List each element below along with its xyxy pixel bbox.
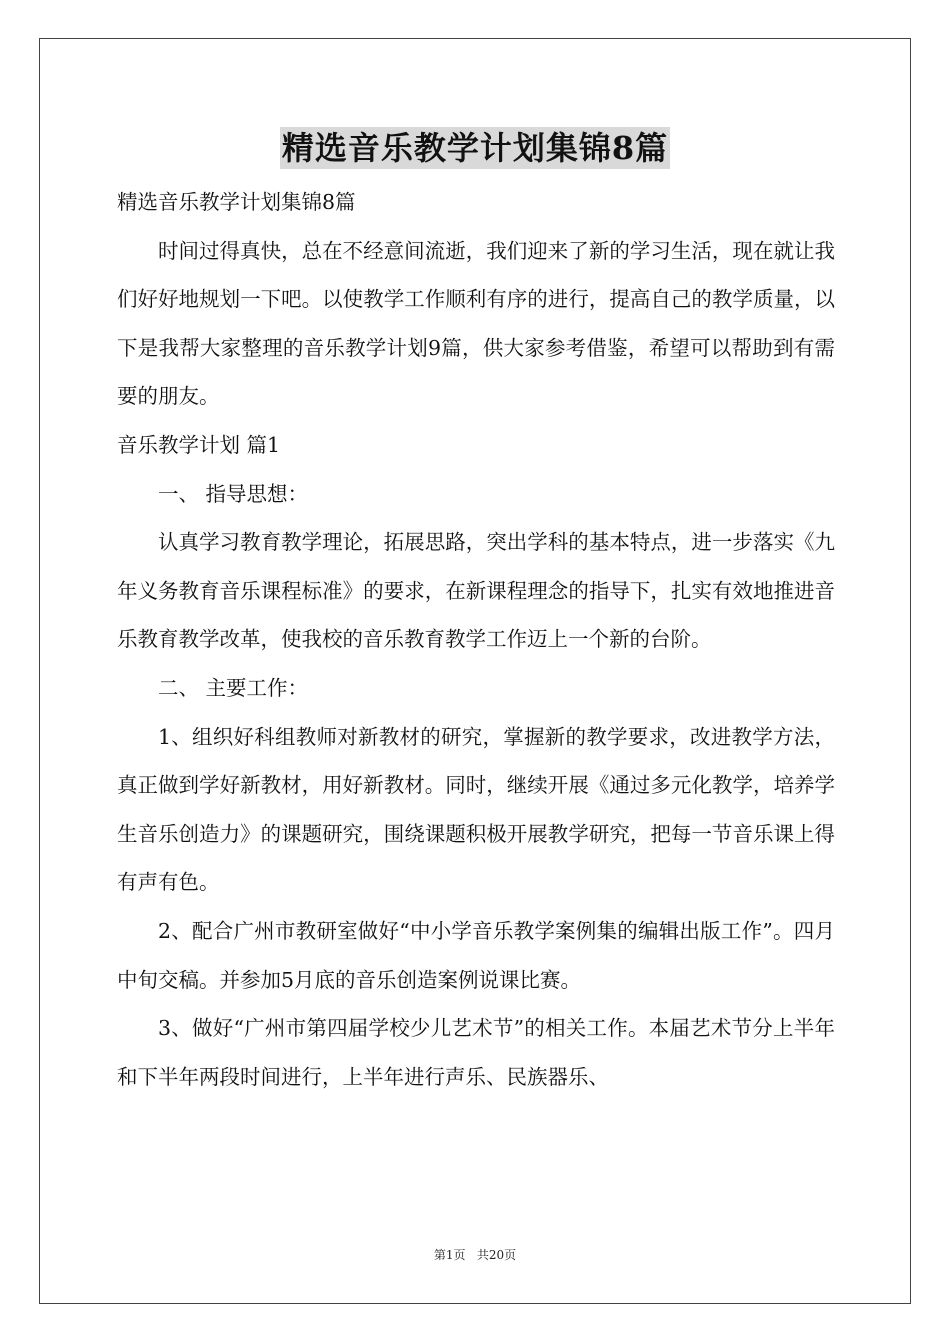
paragraph-guiding-ideas: 认真学习教育教学理论，拓展思路，突出学科的基本特点，进一步落实《九年义务教育音乐课程标准》的要求，在新课程理念的指导下，扎实有效地推进音乐教育教学改革，使我校的音乐教育教学工作迈上一个新的台阶。: [117, 530, 835, 652]
title-wrap: [0, 127, 950, 169]
paragraph-work-3: 3、做好“广州市第四届学校少儿艺术节”的相关工作。本届艺术节分上半年和下半年两段时间进行，上半年进行声乐、民族器乐、: [117, 1016, 835, 1089]
document-title: 精选音乐教学计划集锦8篇: [281, 129, 669, 167]
paragraph-work-1: 1、组织好科组教师对新教材的研究，掌握新的教学要求，改进教学方法，真正做到学好新教材，用好新教材。同时，继续开展《通过多元化教学，培养学生音乐创造力》的课题研究，围绕课题积极开展教学研究，把每一节音乐课上得有声有色。: [117, 724, 835, 895]
page-total: 共20页: [476, 1248, 517, 1262]
section-heading: 音乐教学计划 篇1: [117, 432, 281, 457]
paragraph-intro: 时间过得真快，总在不经意间流逝，我们迎来了新的学习生活，现在就让我们好好地规划一下吧。以使教学工作顺利有序的进行，提高自己的教学质量，以下是我帮大家整理的音乐教学计划9篇，供大家参考借鉴，希望可以帮助到有需要的朋友。: [117, 238, 835, 409]
subheading-main-work: 二、 主要工作：: [158, 675, 309, 700]
subheading-guiding-ideas: 一、 指导思想：: [158, 481, 309, 506]
page-footer: [0, 1247, 950, 1263]
page-number: 第1页: [433, 1248, 466, 1262]
document-subtitle: 精选音乐教学计划集锦8篇: [117, 190, 356, 214]
document-body: [117, 178, 835, 1101]
paragraph-work-2: 2、配合广州市教研室做好“中小学音乐教学案例集的编辑出版工作”。四月中旬交稿。并参加5月底的音乐创造案例说课比赛。: [117, 918, 835, 992]
